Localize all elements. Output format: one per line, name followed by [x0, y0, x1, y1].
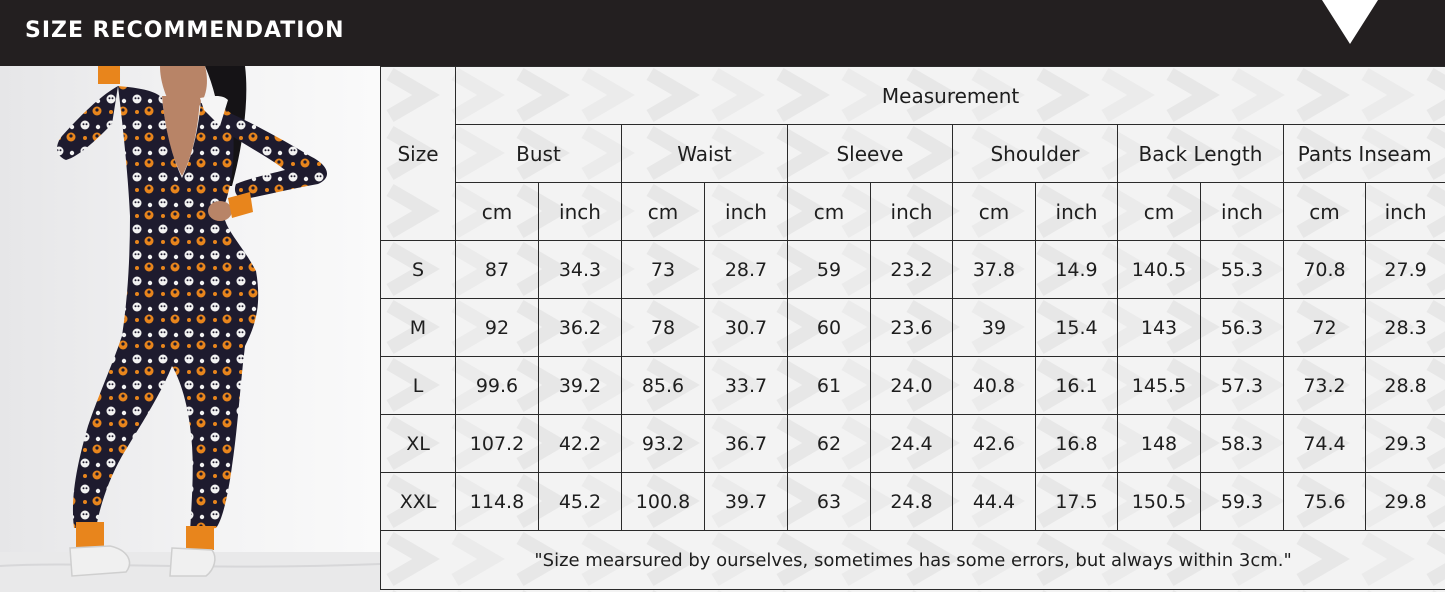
chevron-down-icon	[1322, 0, 1378, 44]
value-cell: 23.2	[871, 241, 953, 299]
value-cell: 75.6	[1284, 473, 1366, 531]
value-cell: 99.6	[456, 357, 539, 415]
value-cell: 150.5	[1118, 473, 1201, 531]
value-cell: 107.2	[456, 415, 539, 473]
table-row	[381, 299, 1445, 357]
group-header: Waist	[622, 125, 788, 183]
unit-header: inch	[1366, 183, 1445, 241]
value-cell: 14.9	[1036, 241, 1118, 299]
value-cell: 73.2	[1284, 357, 1366, 415]
unit-header-row	[381, 183, 1445, 241]
group-header: Back Length	[1118, 125, 1284, 183]
group-header: Bust	[456, 125, 622, 183]
group-header: Shoulder	[953, 125, 1118, 183]
unit-header: inch	[1036, 183, 1118, 241]
unit-header: cm	[1118, 183, 1201, 241]
value-cell: 16.1	[1036, 357, 1118, 415]
value-cell: 24.4	[871, 415, 953, 473]
value-cell: 62	[788, 415, 871, 473]
value-cell: 74.4	[1284, 415, 1366, 473]
value-cell: 15.4	[1036, 299, 1118, 357]
unit-header: inch	[539, 183, 622, 241]
value-cell: 28.7	[705, 241, 788, 299]
value-cell: 39.2	[539, 357, 622, 415]
page-title: SIZE RECOMMENDATION	[25, 18, 345, 43]
table-row	[381, 473, 1445, 531]
value-cell: 143	[1118, 299, 1201, 357]
value-cell: 42.6	[953, 415, 1036, 473]
unit-header: inch	[705, 183, 788, 241]
size-header: Size	[381, 67, 456, 241]
value-cell: 55.3	[1201, 241, 1284, 299]
value-cell: 59	[788, 241, 871, 299]
value-cell: 27.9	[1366, 241, 1445, 299]
size-chart	[380, 66, 1445, 592]
value-cell: 28.3	[1366, 299, 1445, 357]
value-cell: 63	[788, 473, 871, 531]
value-cell: 100.8	[622, 473, 705, 531]
value-cell: 60	[788, 299, 871, 357]
value-cell: 37.8	[953, 241, 1036, 299]
value-cell: 56.3	[1201, 299, 1284, 357]
value-cell: 87	[456, 241, 539, 299]
value-cell: 24.8	[871, 473, 953, 531]
group-header-row	[381, 125, 1445, 183]
unit-header: cm	[1284, 183, 1366, 241]
value-cell: 114.8	[456, 473, 539, 531]
value-cell: 58.3	[1201, 415, 1284, 473]
unit-header: inch	[871, 183, 953, 241]
value-cell: 44.4	[953, 473, 1036, 531]
value-cell: 42.2	[539, 415, 622, 473]
value-cell: 85.6	[622, 357, 705, 415]
group-header: Sleeve	[788, 125, 953, 183]
value-cell: 73	[622, 241, 705, 299]
table-row	[381, 415, 1445, 473]
size-note: "Size mearsured by ourselves, sometimes has some errors, but always within 3cm."	[381, 531, 1445, 590]
value-cell: 29.8	[1366, 473, 1445, 531]
value-cell: 39	[953, 299, 1036, 357]
group-header: Pants Inseam	[1284, 125, 1445, 183]
table-row	[381, 241, 1445, 299]
value-cell: 36.2	[539, 299, 622, 357]
value-cell: 92	[456, 299, 539, 357]
value-cell: 59.3	[1201, 473, 1284, 531]
value-cell: 16.8	[1036, 415, 1118, 473]
value-cell: 140.5	[1118, 241, 1201, 299]
value-cell: 36.7	[705, 415, 788, 473]
value-cell: 23.6	[871, 299, 953, 357]
product-photo	[0, 66, 380, 592]
value-cell: 17.5	[1036, 473, 1118, 531]
value-cell: 30.7	[705, 299, 788, 357]
size-cell: M	[381, 299, 456, 357]
value-cell: 45.2	[539, 473, 622, 531]
size-table	[380, 66, 1445, 590]
note-row	[381, 531, 1445, 590]
size-cell: XXL	[381, 473, 456, 531]
unit-header: inch	[1201, 183, 1284, 241]
value-cell: 34.3	[539, 241, 622, 299]
table-row	[381, 357, 1445, 415]
value-cell: 29.3	[1366, 415, 1445, 473]
measurement-header: Measurement	[456, 67, 1445, 125]
unit-header: cm	[622, 183, 705, 241]
value-cell: 39.7	[705, 473, 788, 531]
title-bar	[0, 0, 1445, 66]
value-cell: 33.7	[705, 357, 788, 415]
value-cell: 148	[1118, 415, 1201, 473]
value-cell: 78	[622, 299, 705, 357]
value-cell: 24.0	[871, 357, 953, 415]
value-cell: 72	[1284, 299, 1366, 357]
value-cell: 57.3	[1201, 357, 1284, 415]
size-cell: L	[381, 357, 456, 415]
unit-header: cm	[788, 183, 871, 241]
value-cell: 145.5	[1118, 357, 1201, 415]
value-cell: 93.2	[622, 415, 705, 473]
size-cell: XL	[381, 415, 456, 473]
value-cell: 28.8	[1366, 357, 1445, 415]
unit-header: cm	[953, 183, 1036, 241]
value-cell: 40.8	[953, 357, 1036, 415]
value-cell: 61	[788, 357, 871, 415]
unit-header: cm	[456, 183, 539, 241]
size-cell: S	[381, 241, 456, 299]
value-cell: 70.8	[1284, 241, 1366, 299]
